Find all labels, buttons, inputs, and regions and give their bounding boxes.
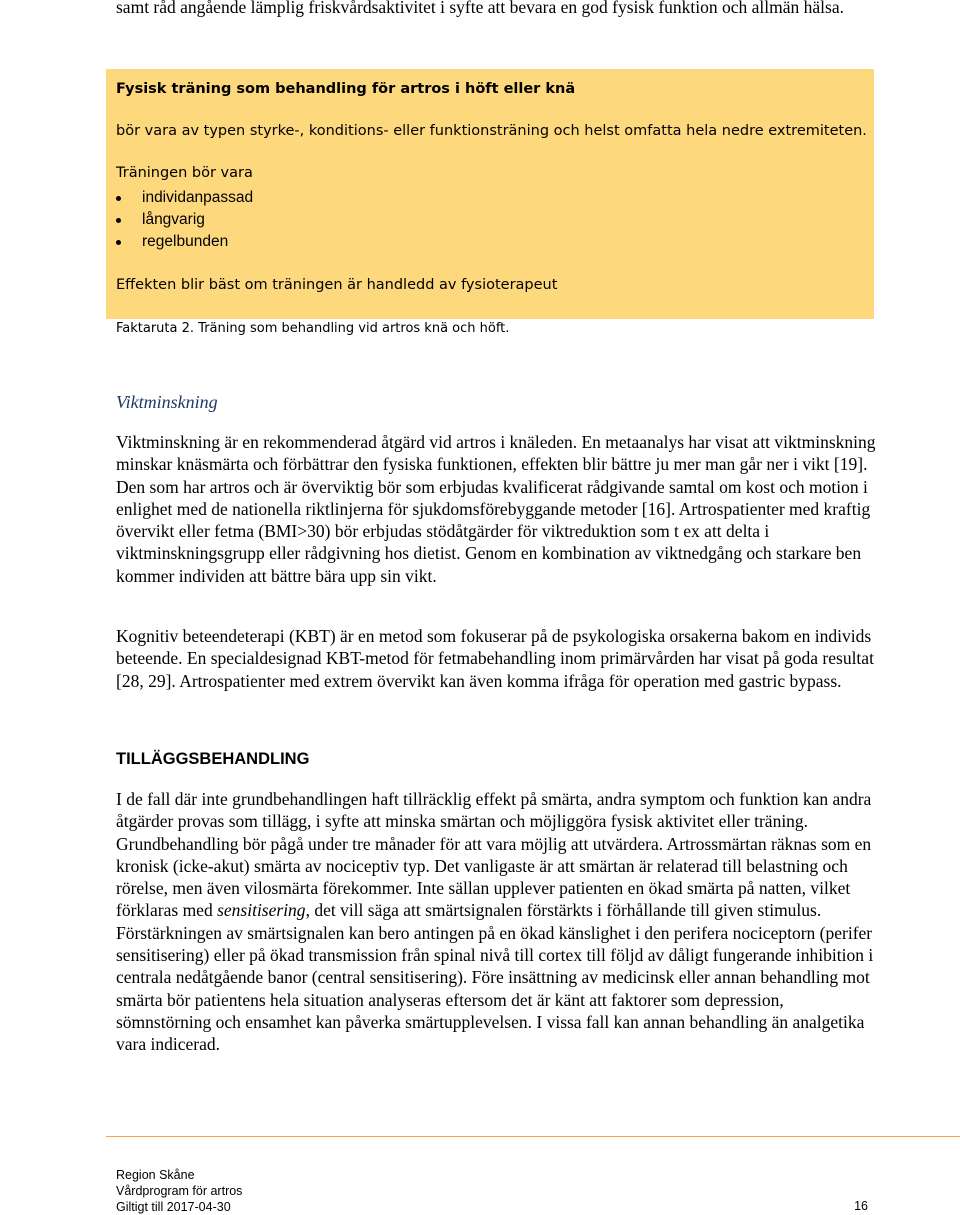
fact-box-bullet-item [106,187,253,209]
fact-box-title: Fysisk träning som behandling för artros i höft eller knä [116,81,576,97]
fact-box [106,69,874,319]
supplement-paragraph [116,788,876,1056]
supplement-section-heading: TILLÄGGSBEHANDLING [116,750,310,768]
fact-box-bullet-list [106,187,253,253]
weight-paragraph-1: Viktminskning är en rekommenderad åtgärd vid artros i knäleden. En metaanalys har visat att viktminskning minskar knäsmärta och förbättrar den fysiska funktionen, effekten blir bättre ju mer man går ner i vikt [19]. Den som har artros och är överviktig bör som erbjudas kvalificerat rådgivande samtal om kost och motion i enlighet med de nationella riktlinjerna för sjukdomsförebyggande metoder [16]. Artrospatienter med kraftig övervikt eller fetma (BMI>30) bör erbjudas stödåtgärder för viktreduktion som t ex att delta i viktminskningsgrupp eller rådgivning hos dietist. Genom en kombination av viktnedgång och starkare ben kommer individen att bättre bära upp sin vikt. [116,432,876,586]
supplement-italic-term: sensitisering [217,900,306,921]
fact-box-bullet-item [106,231,253,253]
footer-organization: Region Skåne [116,1168,195,1182]
intro-paragraph: samt råd angående lämplig friskvårdsaktivitet i syfte att bevara en god fysisk funktion och allmän hälsa. [116,0,844,17]
bullet-icon [116,218,121,223]
fact-box-bullet-text: långvarig [142,211,205,228]
footer [116,1167,242,1215]
weight-paragraph-2: Kognitiv beteendeterapi (KBT) är en metod som fokuserar på de psykologiska orsakerna bakom en individs beteende. En specialdesignad KBT-metod för fetmabehandling inom primärvården har visat på goda resultat [28, 29]. Artrospatienter med extrem övervikt kan även komma ifråga för operation med gastric bypass. [116,626,874,691]
fact-box-bullet-item [106,209,253,231]
bullet-icon [116,240,121,245]
fact-box-caption: Faktaruta 2. Träning som behandling vid artros knä och höft. [116,321,510,336]
supplement-text-part-2: , det vill säga att smärtsignalen förstärkts i förhållande till given stimulus. Förstärkningen av smärtsignalen kan bero antingen på en ökad känslighet i den perifera nociceptorn (perifer sensitisering) eller på ökad transmission från spinal nivå till cortex till följd av dåligt fungerande inhibition i centrala nedåtgående banor (central sensitisering). Före insättning av medicinsk eller annan behandling mot smärta bör patientens hela situation analyseras eftersom det är känt att faktorer som depression, sömnstörning och ensamhet kan påverka smärtupplevelsen. I vissa fall kan annan behandling än analgetika vara indicerad. [116,900,874,1055]
fact-box-bullet-text: regelbunden [142,233,229,250]
page-number: 16 [854,1199,868,1213]
footer-validity: Giltigt till 2017-04-30 [116,1200,231,1214]
footer-document-title: Vårdprogram för artros [116,1184,243,1198]
supplement-text-part-1: I de fall där inte grundbehandlingen haft tillräcklig effekt på smärta, andra symptom och funktion kan andra åtgärder provas som tillägg, i syfte att minska smärtan och möjliggöra fysisk aktivitet eller träning. Grundbehandling bör pågå under tre månader för att vara möjlig att utvärdera. Artrossmärtan räknas som en kronisk (icke-akut) smärta av nociceptiv typ. Det vanligaste är att smärtan är relaterad till belastning och rörelse, men även vilosmärta förekommer. Inte sällan upplever patienten en ökad smärta på natten, vilket förklaras med [116,789,872,921]
fact-box-lead: Träningen bör vara [116,165,253,181]
fact-box-effect: Effekten blir bäst om träningen är handledd av fysioterapeut [116,277,558,293]
weight-section-heading: Viktminskning [116,392,218,412]
footer-divider [106,1136,960,1137]
bullet-icon [116,196,121,201]
fact-box-bullet-text: individanpassad [142,189,254,206]
fact-box-subtitle: bör vara av typen styrke-, konditions- eller funktionsträning och helst omfatta hela nedre extremiteten. [116,123,867,139]
